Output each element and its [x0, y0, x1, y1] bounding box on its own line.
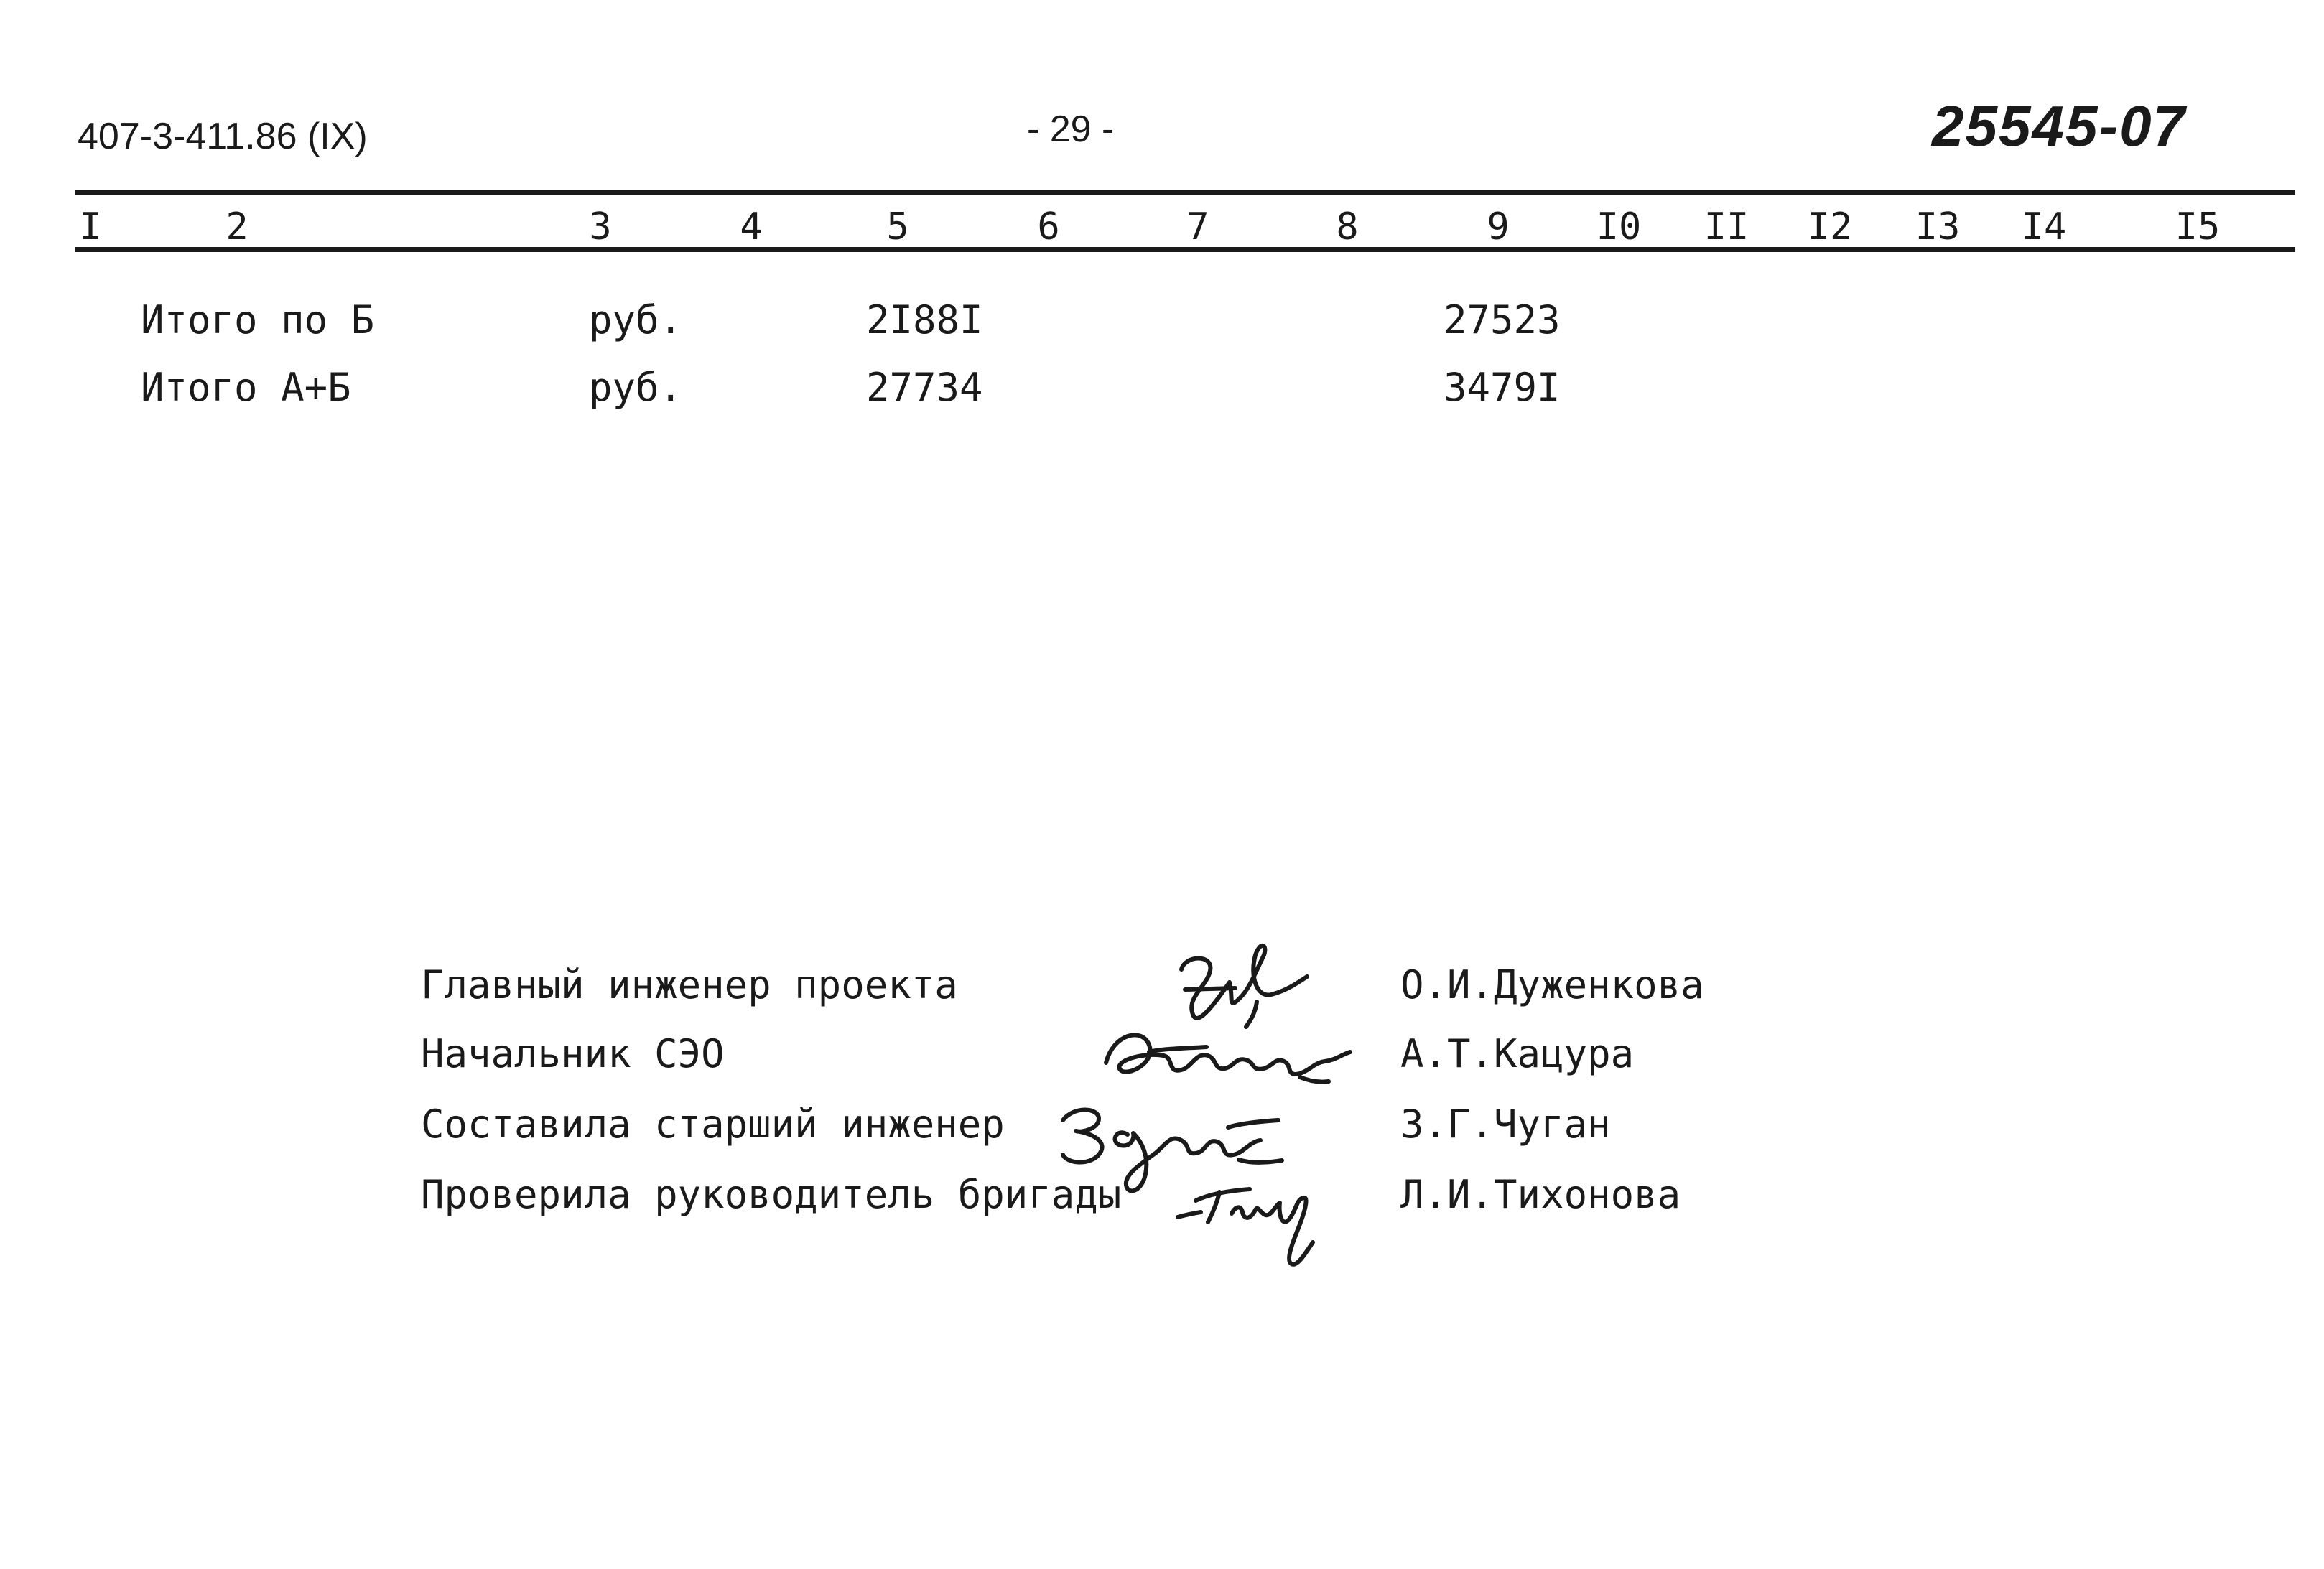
total-label: Итого А+Б [141, 365, 351, 410]
total-value-col9: 3479I [1444, 365, 1561, 410]
column-number: I5 [2175, 205, 2221, 248]
table-header-top-rule [75, 190, 2295, 195]
signature-duzhenkova [1181, 946, 1307, 1027]
page-number: - 29 - [1027, 108, 1115, 150]
column-number: 5 [886, 205, 909, 248]
total-value-col5: 2I88I [866, 297, 983, 343]
total-value-col9: 27523 [1444, 297, 1561, 343]
signer-name: З.Г.Чуган [1400, 1102, 1611, 1147]
column-number: 7 [1186, 205, 1209, 248]
column-number: 6 [1037, 205, 1060, 248]
total-label: Итого по Б [141, 297, 375, 343]
table-header-bottom-rule [75, 247, 2295, 252]
column-number: I3 [1915, 205, 1961, 248]
signature-chugan [1063, 1110, 1282, 1191]
column-number: I0 [1596, 205, 1642, 248]
column-number: 8 [1336, 205, 1359, 248]
signature-katsura [1106, 1035, 1350, 1081]
column-number: I [79, 205, 102, 248]
signer-role: Начальник СЭО [421, 1031, 725, 1076]
column-number: I4 [2021, 205, 2067, 248]
document-code: 407-3-411.86 (IX) [78, 116, 368, 157]
sheet-code: 25545-07 [1932, 94, 2187, 158]
signer-name: Л.И.Тихонова [1400, 1172, 1681, 1217]
total-unit: руб. [589, 365, 683, 410]
signer-role: Главный инженер проекта [421, 962, 958, 1007]
signature-tikhonova [1178, 1189, 1313, 1265]
signer-role: Составила старший инженер [421, 1102, 1005, 1147]
column-number: 2 [226, 205, 248, 248]
handwritten-signatures [1041, 926, 1415, 1271]
signer-role: Проверила руководитель бригады [421, 1172, 1122, 1217]
column-number: II [1704, 205, 1749, 248]
column-number: 4 [740, 205, 763, 248]
signer-name: А.Т.Кацура [1400, 1031, 1635, 1076]
signer-name: О.И.Дуженкова [1400, 962, 1704, 1007]
column-number: 3 [589, 205, 612, 248]
total-value-col5: 27734 [866, 365, 983, 410]
total-unit: руб. [589, 297, 683, 343]
column-number: I2 [1807, 205, 1853, 248]
column-number: 9 [1487, 205, 1510, 248]
